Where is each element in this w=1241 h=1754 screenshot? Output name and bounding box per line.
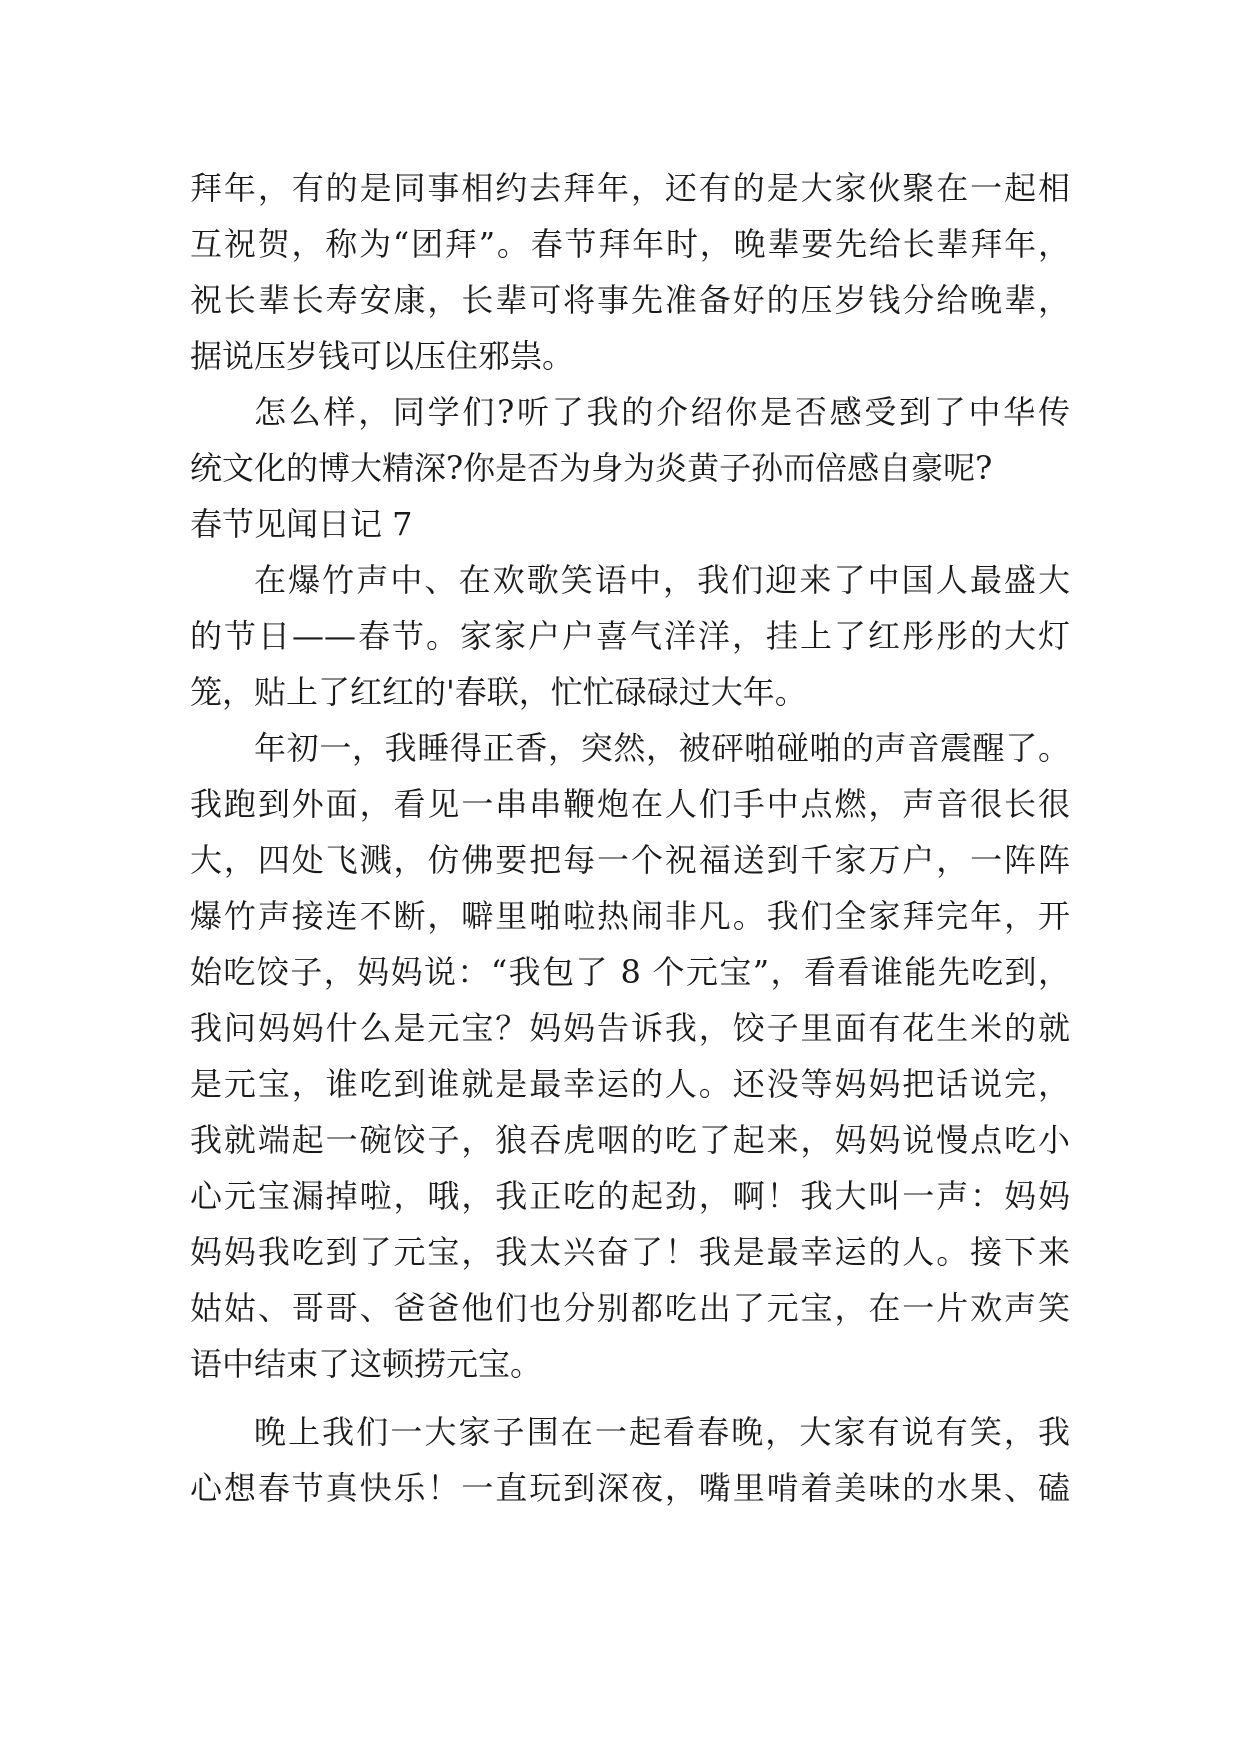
text-line: 的节日——春节。家家户户喜气洋洋，挂上了红彤彤的大灯 bbox=[190, 617, 1070, 655]
paragraph bbox=[190, 552, 1070, 720]
paragraph bbox=[190, 720, 1070, 1392]
text-line: 心元宝漏掉啦，哦，我正吃的起劲，啊！我大叫一声：妈妈 bbox=[190, 1177, 1070, 1215]
paragraph bbox=[190, 384, 1070, 496]
paragraph bbox=[190, 1404, 1070, 1516]
text-line: 据说压岁钱可以压住邪祟。 bbox=[190, 337, 575, 375]
text-line: 晚上我们一大家子围在一起看春晚，大家有说有笑，我 bbox=[254, 1413, 1070, 1451]
text-line: 怎么样，同学们?听了我的介绍你是否感受到了中华传 bbox=[254, 393, 1070, 431]
text-line: 心想春节真快乐！一直玩到深夜，嘴里啃着美味的水果、磕 bbox=[190, 1469, 1070, 1507]
paragraph-gap bbox=[190, 1392, 1070, 1404]
paragraph bbox=[190, 160, 1070, 384]
text-line: 始吃饺子，妈妈说：“我包了 8 个元宝”，看看谁能先吃到， bbox=[190, 953, 1070, 991]
text-line: 我问妈妈什么是元宝？妈妈告诉我，饺子里面有花生米的就 bbox=[190, 1009, 1070, 1047]
text-line: 我就端起一碗饺子，狼吞虎咽的吃了起来，妈妈说慢点吃小 bbox=[190, 1121, 1070, 1159]
text-line: 大，四处飞溅，仿佛要把每一个祝福送到千家万户，一阵阵 bbox=[190, 841, 1070, 879]
text-line: 爆竹声接连不断，噼里啪啦热闹非凡。我们全家拜完年，开 bbox=[190, 897, 1070, 935]
text-line: 在爆竹声中、在欢歌笑语中，我们迎来了中国人最盛大 bbox=[254, 561, 1070, 599]
text-line: 妈妈我吃到了元宝，我太兴奋了！我是最幸运的人。接下来 bbox=[190, 1233, 1070, 1271]
text-line: 拜年，有的是同事相约去拜年，还有的是大家伙聚在一起相 bbox=[190, 169, 1070, 207]
text-line: 我跑到外面，看见一串串鞭炮在人们手中点燃，声音很长很 bbox=[190, 785, 1070, 823]
text-line: 是元宝，谁吃到谁就是最幸运的人。还没等妈妈把话说完， bbox=[190, 1065, 1070, 1103]
text-line: 笼，贴上了红红的'春联，忙忙碌碌过大年。 bbox=[190, 673, 807, 711]
text-line: 姑姑、哥哥、爸爸他们也分别都吃出了元宝，在一片欢声笑 bbox=[190, 1289, 1070, 1327]
text-line: 语中结束了这顿捞元宝。 bbox=[190, 1345, 543, 1383]
document-body bbox=[190, 160, 1070, 1516]
text-line: 互祝贺，称为“团拜”。春节拜年时，晚辈要先给长辈拜年， bbox=[190, 225, 1070, 263]
section-heading: 春节见闻日记 7 bbox=[190, 505, 413, 543]
text-line: 祝长辈长寿安康，长辈可将事先准备好的压岁钱分给晚辈， bbox=[190, 281, 1070, 319]
text-line: 统文化的博大精深?你是否为身为炎黄子孙而倍感自豪呢? bbox=[190, 449, 993, 487]
text-line: 年初一，我睡得正香，突然，被砰啪碰啪的声音震醒了。 bbox=[254, 729, 1070, 767]
